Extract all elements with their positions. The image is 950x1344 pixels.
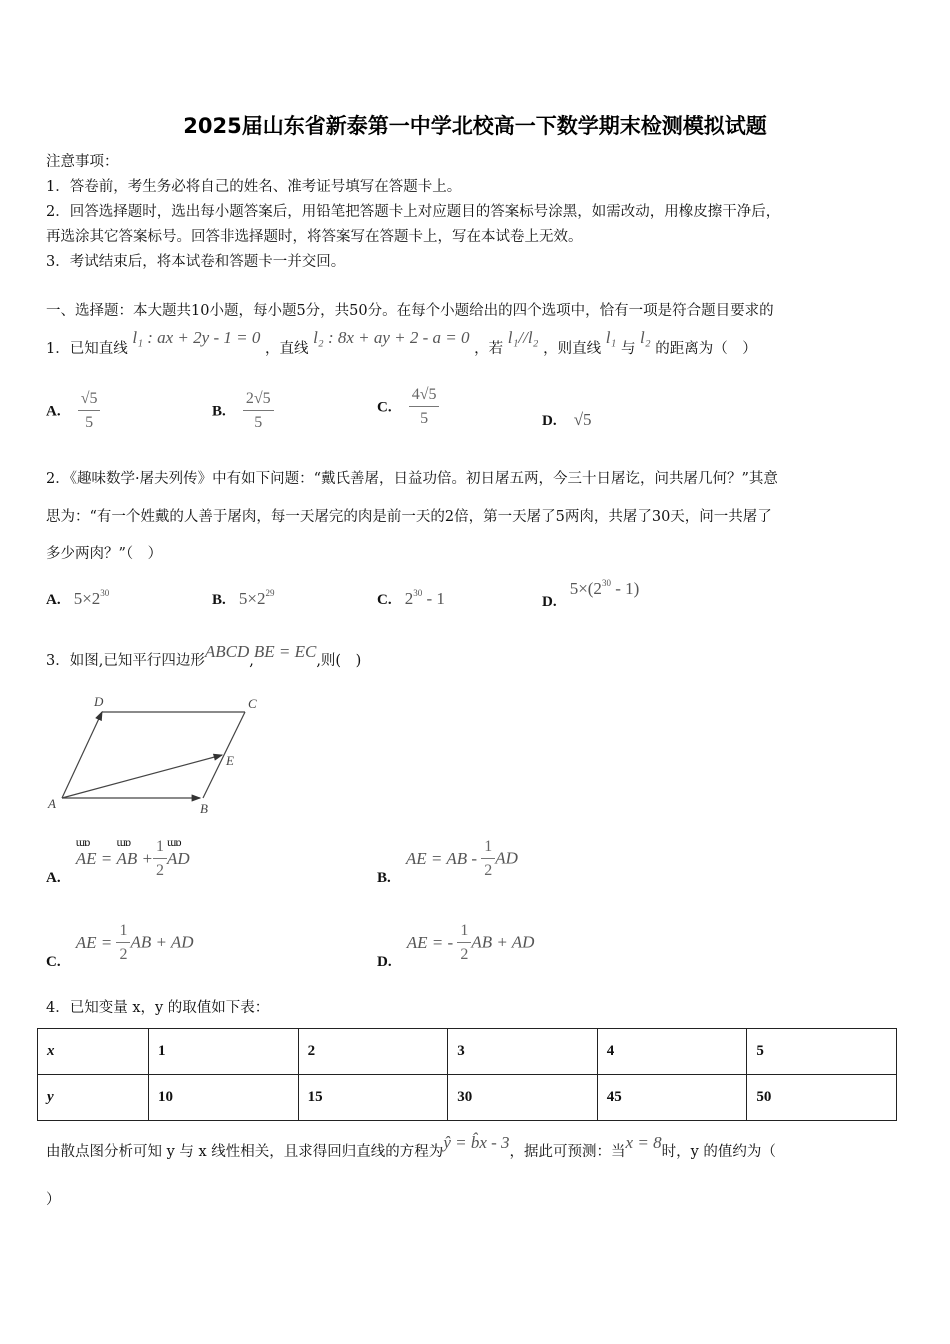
option-exponent: 29 [265,588,275,598]
page-title: 2025届山东省新泰第一中学北校高一下数学期末检测模拟试题 [183,114,767,138]
table-cell: 15 [298,1075,448,1121]
vector-ae: AE [405,848,427,868]
numerator: √5 [78,390,101,411]
q1-l1: l₁ [605,328,617,347]
option-tail: - 1 [422,589,445,608]
fraction [457,922,471,964]
vector-ad: AD [495,848,518,868]
q1-l1-equation: l₁ : ax + 2y - 1 = 0 [132,328,261,347]
vector-terms: AB + AD [471,932,535,952]
table-cell: 30 [448,1075,598,1121]
table-cell: 50 [747,1075,897,1121]
option-label: D. [377,953,392,970]
question-1 [46,328,757,359]
fraction [153,838,167,880]
fraction [481,838,495,880]
denominator: 5 [85,414,94,431]
q4-text: 时，y 的值约为（ [661,1144,776,1160]
notice-item: 再选涂其它答案标号。回答非选择题时，将答案写在答题卡上，写在本试卷上无效。 [46,229,583,245]
q3-option-a[interactable] [46,838,190,886]
equals: = - [427,932,458,952]
q3-option-b[interactable] [377,838,518,886]
q1-option-c[interactable] [377,386,439,428]
q1-text: ，直线 [264,341,309,357]
label-c: C [248,696,257,711]
q3-option-d[interactable] [377,922,535,970]
denominator: 2 [155,862,164,879]
fraction [78,390,101,432]
vector-ae [62,755,222,798]
option-label: C. [377,592,392,608]
q4-intro: 4．已知变量 x，y 的取值如下表： [46,1000,270,1016]
table-cell: 10 [149,1075,299,1121]
q1-text: 与 [620,341,636,357]
denominator: 5 [420,410,429,427]
equals: = [426,848,447,868]
q2-line: 多少两肉？”（ ） [46,546,163,562]
section-heading: 一、选择题：本大题共10小题，每小题5分，共50分。在每个小题给出的四个选项中，恰有一项是符合题目要求的 [46,303,774,319]
q2-option-c[interactable] [377,588,445,609]
q1-text: 的距离为（ ） [655,341,757,357]
option-label: D. [542,594,557,610]
numerator: 1 [457,922,471,943]
q2-line: 2．《趣味数学·屠夫列传》中有如下问题：“戴氏善屠，日益功倍。初日屠五两，今三十日屠讫，问共屠几何？”其意 [46,471,778,487]
q3-option-c[interactable] [46,922,194,970]
numerator: 1 [481,838,495,859]
q1-text: ，则直线 [543,341,602,357]
q1-l2-equation: l₂ : 8x + ay + 2 - a = 0 [313,328,470,347]
option-exponent: 30 [601,578,611,588]
vector-ae: AE [75,932,97,952]
table-header-cell: y [38,1075,149,1121]
option-label: C. [377,399,392,416]
option-base: 5×2 [73,589,101,608]
option-label: A. [46,869,61,886]
q1-prefix: 1．已知直线 [46,341,128,357]
q2-option-d[interactable] [542,578,640,610]
table-cell: 2 [298,1029,448,1075]
table-cell: 1 [149,1029,299,1075]
option-label: B. [212,592,226,608]
option-exponent: 30 [413,588,423,598]
denominator: 2 [484,862,493,879]
vector-terms: AB + AD [130,932,194,952]
denominator: 5 [254,414,263,431]
q2-line: 思为：“有一个姓戴的人善于屠肉，每一天屠完的肉是前一天的2倍，第一天屠了5两肉，共屠了30天，问一共屠了 [46,509,772,525]
q4-condition: x = 8 [625,1133,662,1152]
q1-condition: l₁//l₂ [507,328,539,347]
equals: = [96,848,117,868]
option-label: B. [377,869,391,886]
option-value: √5 [573,410,592,429]
numerator: 1 [153,838,167,859]
vector-ab-term: AB - [446,848,482,868]
label-d: D [94,694,104,709]
option-base: 5×2 [238,589,266,608]
vector-ad: ɯɒ AD [167,849,190,869]
numerator: 4√5 [409,386,440,407]
option-tail: - 1) [610,579,640,598]
vector-ad [62,712,102,798]
table-cell: 45 [597,1075,747,1121]
notice-item: 3．考试结束后，将本试卷和答题卡一并交回。 [46,254,346,270]
option-base: 5×(2 [569,579,602,598]
denominator: 2 [460,946,469,963]
regression-equation: ŷ = b̂x - 3 [443,1133,510,1152]
parallelogram-figure [40,690,280,820]
numerator: 1 [116,922,130,943]
q2-option-a[interactable] [46,588,109,609]
option-exponent: 30 [100,588,110,598]
numerator: 2√5 [243,390,274,411]
table-header-cell: x [38,1029,149,1075]
q1-l2: l₂ [640,328,651,347]
notice-item: 1．答卷前，考生务必将自己的姓名、准考证号填写在答题卡上。 [46,179,462,195]
notice-heading: 注意事项： [46,154,119,170]
q4-closing-paren: ） [46,1192,61,1208]
fraction [116,922,130,964]
vector-ab-term: ɯɒ AB + [116,849,153,869]
segment-cb [203,712,245,798]
q3-shape: ABCD [204,642,250,661]
q3-condition: BE = EC [253,642,317,661]
table-cell: 4 [597,1029,747,1075]
option-label: A. [46,592,61,608]
table-row [38,1075,897,1121]
denominator: 2 [119,946,128,963]
option-base: 2 [404,589,414,608]
table-row [38,1029,897,1075]
q2-option-b[interactable] [212,588,274,609]
option-label: A. [46,403,61,420]
vector-ae: AE [406,932,428,952]
q4-text: 由散点图分析可知 y 与 x 线性相关，且求得回归直线的方程为 [46,1144,444,1160]
q1-option-a[interactable] [46,390,100,432]
label-e: E [226,753,234,768]
q1-text: ，若 [474,341,504,357]
xy-value-table [37,1028,897,1121]
label-b: B [200,801,208,816]
notice-item: 2．回答选择题时，选出每小题答案后，用铅笔把答题卡上对应题目的答案标号涂黑，如需改动，用橡皮擦干净后， [46,204,781,220]
q4-text: ，据此可预测：当 [509,1144,626,1160]
fraction [409,386,440,428]
table-cell: 5 [747,1029,897,1075]
q3-prefix: 3．如图,已知平行四边形 [46,653,205,669]
option-label: B. [212,403,226,420]
fraction [243,390,274,432]
q3-text: ,则( ) [316,653,362,669]
q4-question [46,1133,776,1162]
question-3 [46,642,362,671]
option-label: C. [46,953,61,970]
q1-option-d[interactable] [542,410,592,430]
label-a: A [48,796,56,811]
table-cell: 3 [448,1029,598,1075]
option-label: D. [542,413,557,429]
equals: = [96,932,117,952]
vector-ae: ɯɒ AE [76,849,97,869]
q3-text: , [249,653,254,669]
q1-option-b[interactable] [212,390,274,432]
